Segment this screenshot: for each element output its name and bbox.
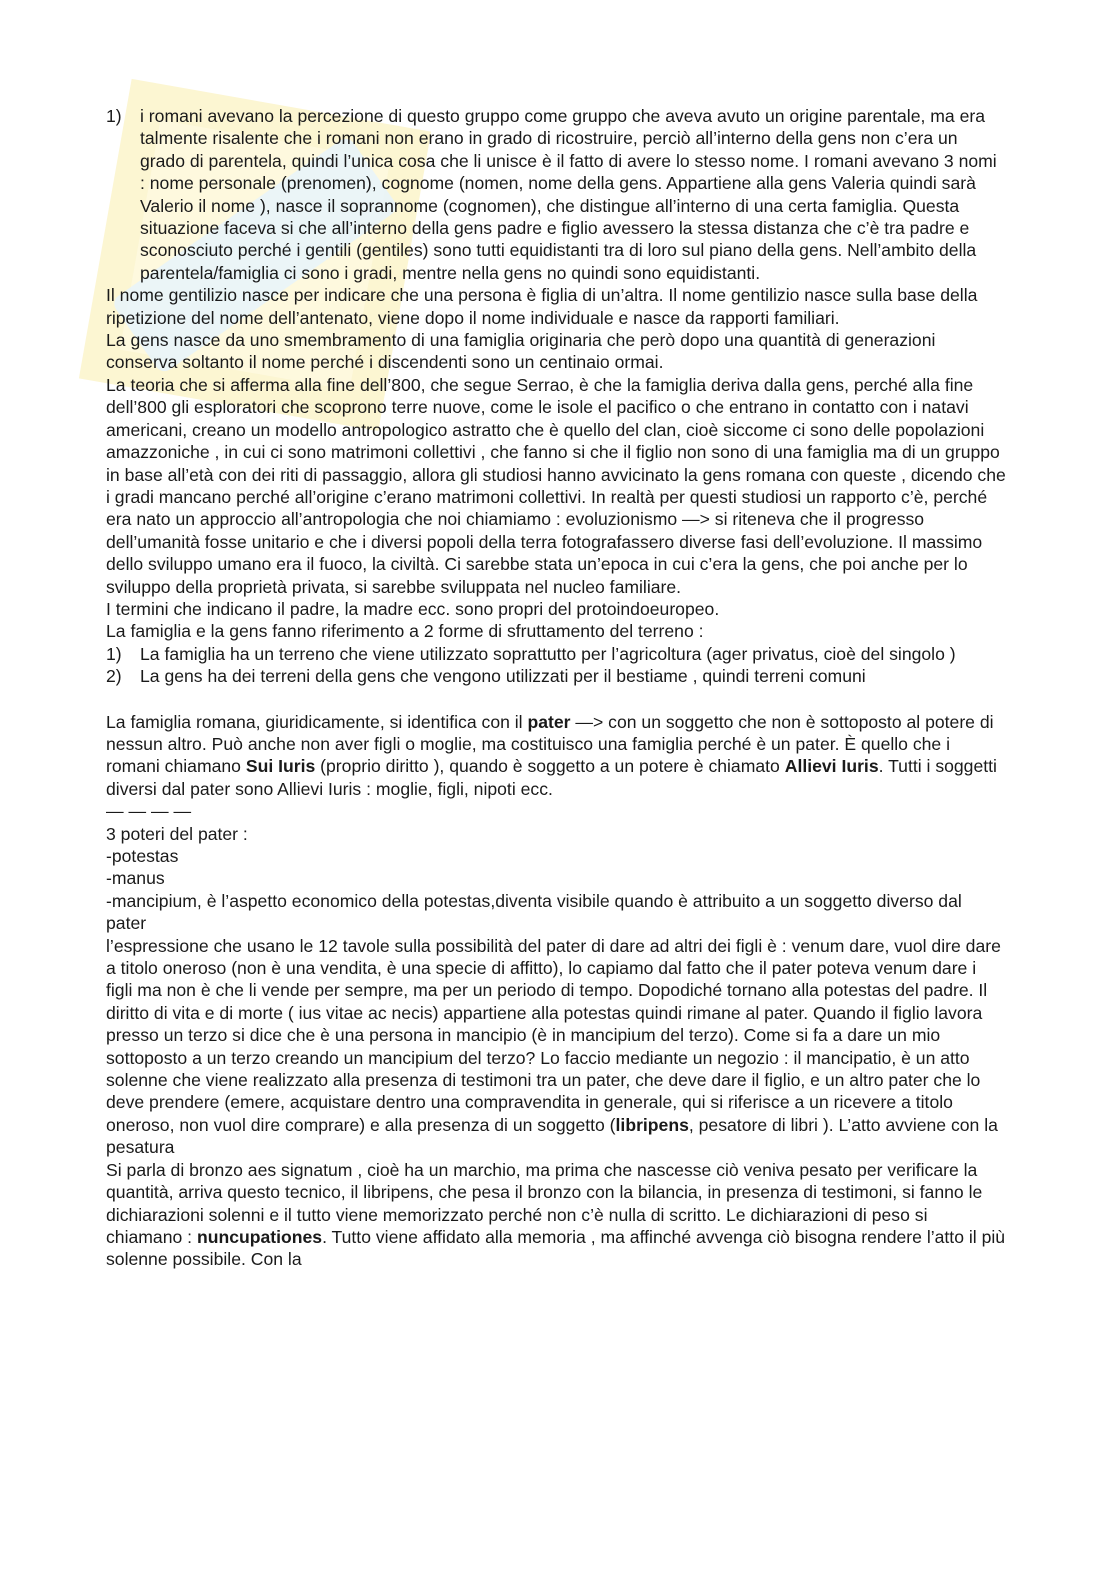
- line: -mancipium, è l’aspetto economico della potestas,diventa visibile quando è attribuito a un soggetto diverso dal pater: [106, 890, 962, 934]
- list-item: [106, 665, 1006, 687]
- list-item-text: i romani avevano la percezione di questo gruppo come gruppo che aveva avuto un origine parentale, ma era talmente risalente che i romani non erano in grado di ricostruire, perciò all’interno della gens non c’era un grado di parentela, quindi l’unica cosa che li unisce è il fatto di avere lo stesso nome. I romani avevano 3 nomi : nome personale (prenomen), cognome (nomen, nome della gens. Appartiene alla gens Valeria quindi sarà Valerio il nome ), nasce il soprannome (cognomen), che distingue all’interno di una certa famiglia. Questa situazione faceva si che all’interno della gens padre e figlio avessero la stessa distanza che c’è tra padre e sconosciuto perché i gentili (gentiles) sono tutti equidistanti tra di loro sul piano della gens. Nell’ambito della parentela/famiglia ci sono i gradi, mentre nella gens no quindi sono equidistanti.: [140, 106, 997, 283]
- paragraph: Il nome gentilizio nasce per indicare che una persona è figlia di un’altra. Il nome gentilizio nasce sulla base della ripetizione del nome dell’antenato, viene dopo il nome individuale e nasce da rapporti familiari.: [106, 285, 978, 328]
- line: -potestas: [106, 846, 179, 866]
- paragraph-bronzo: [106, 1159, 1006, 1271]
- paragraph: La teoria che si afferma alla fine dell’800, che segue Serrao, è che la famiglia deriva dalla gens, perché alla fine dell’800 gli esploratori che scoprono terre nuove, come le isole el pacifico o che entrano in contatto con i natavi americani, creano un modello antropologico astratto che è quello del clan, cioè siccome ci sono delle popolazioni amazzoniche , in cui ci sono matrimoni collettivi , che fanno si che il figlio non sono di una famiglia ma di un gruppo in base all’età con dei riti di passaggio, allora gli studiosi hanno avvicinato la gens romana con queste , dicendo che i gradi mancano perché all’origine c’erano matrimoni collettivi. In realtà per questi studiosi un rapporto c’è, perché era nato un approccio all’antropologia che noi chiamiamo : evoluzionismo —> si riteneva che il progresso dell’umanità fosse unitario e che i diversi popoli della terra fotografassero diverse fasi dell’evoluzione. Il massimo dello sviluppo umano era il fuoco, la civiltà. Ci sarebbe stata un’epoca in cui c’era la gens, che poi anche per lo sviluppo della proprietà privata, si sarebbe sviluppata nel nucleo familiare.: [106, 374, 1006, 597]
- list-item-text: La famiglia ha un terreno che viene utilizzato soprattutto per l’agricoltura (ager privatus, cioè del singolo ): [140, 643, 956, 664]
- paragraph: La famiglia e la gens fanno riferimento a 2 forme di sfruttamento del terreno :: [106, 621, 704, 642]
- list-item-number: 1): [106, 106, 122, 126]
- list-item: [106, 643, 1006, 665]
- paragraph-mancipatio: [106, 935, 1006, 1159]
- text-run: , pesatore di libri ). L’atto avviene con la pesatura: [106, 1114, 998, 1158]
- text-run: (proprio diritto ), quando è soggetto a un potere è chiamato: [315, 756, 785, 777]
- document-page: [106, 105, 1006, 1271]
- text-run: La famiglia romana, giuridicamente, si identifica con il: [106, 711, 528, 732]
- bold-term: nuncupationes: [196, 1226, 323, 1247]
- line: 3 poteri del pater :: [106, 823, 248, 844]
- paragraph: I termini che indicano il padre, la madre ecc. sono propri del protoindoeuropeo.: [106, 598, 720, 619]
- text-run: . Tutti i soggetti diversi dal pater sono Allievi Iuris : moglie, figli, nipoti ecc.: [106, 756, 997, 799]
- separator-line: — — — —: [106, 801, 192, 822]
- text-run: —> con un soggetto che non è sottoposto al potere di nessun altro. Può anche non aver figli o moglie, ma costituisco una famiglia perché è un pater. È quello che i romani chiamano: [106, 711, 994, 777]
- text-run: l’espressione che usano le 12 tavole sulla possibilità del pater di dare ad altri dei figli è : venum dare, vuol dire dare a titolo oneroso (non è una vendita, è una specie di affitto), lo capiamo dal fatto che il pater poteva venum dare i figli ma non è che li vende per sempre, ma per un periodo di tempo. Dopodiché tornano alla potestas del padre. Il diritto di vita e di morte ( ius vitae ac necis) appartiene alla potestas quindi rimane al pater. Quando il figlio lavora presso un terzo si dice che è una persona in mancipio (è in mancipium del terzo). Come si fa a dare un mio sottoposto a un terzo creando un mancipium del terzo? Lo faccio mediante un negozio : il mancipatio, è un atto solenne che viene realizzato alla presenza di testimoni tra un pater, che deve dare il figlio, e un altro pater che lo deve prendere (emere, acquistare dentro una compravendita in generale, qui si riferisce a un ricevere a titolo oneroso, non vuol dire comprare) e alla presenza di un soggetto (: [106, 935, 1001, 1135]
- bold-term: Allievi Iuris: [784, 756, 879, 777]
- list-item-number: 2): [106, 666, 122, 687]
- paragraph: La gens nasce da uno smembramento di una famiglia originaria che però dopo una quantità di generazioni conserva soltanto il nome perché i discendenti sono un centinaio ormai.: [106, 330, 936, 373]
- text-run: . Tutto viene affidato alla memoria , ma affinché avvenga ciò bisogna rendere l’atto il più solenne possibile. Con la: [106, 1226, 1006, 1270]
- list-item: [106, 105, 1006, 284]
- bold-term: pater: [527, 711, 571, 732]
- bold-term: libripens: [615, 1114, 689, 1135]
- bold-term: Sui Iuris: [245, 756, 316, 777]
- list-item-number: 1): [106, 643, 122, 664]
- text-run: Si parla di bronzo aes signatum , cioè ha un marchio, ma prima che nascesse ciò veniva pesato per verificare la quantità, arriva questo tecnico, il libripens, che pesa il bronzo con la bilancia, in presenza di testimoni, si fanno le dichiarazioni solenni e il tutto viene memorizzato perché non c’è nulla di scritto. Le dichiarazioni di peso si chiamano :: [106, 1159, 983, 1247]
- line: -manus: [106, 868, 165, 889]
- paragraph-pater: [106, 711, 1006, 801]
- list-item-text: La gens ha dei terreni della gens che vengono utilizzati per il bestiame , quindi terreni comuni: [140, 666, 866, 687]
